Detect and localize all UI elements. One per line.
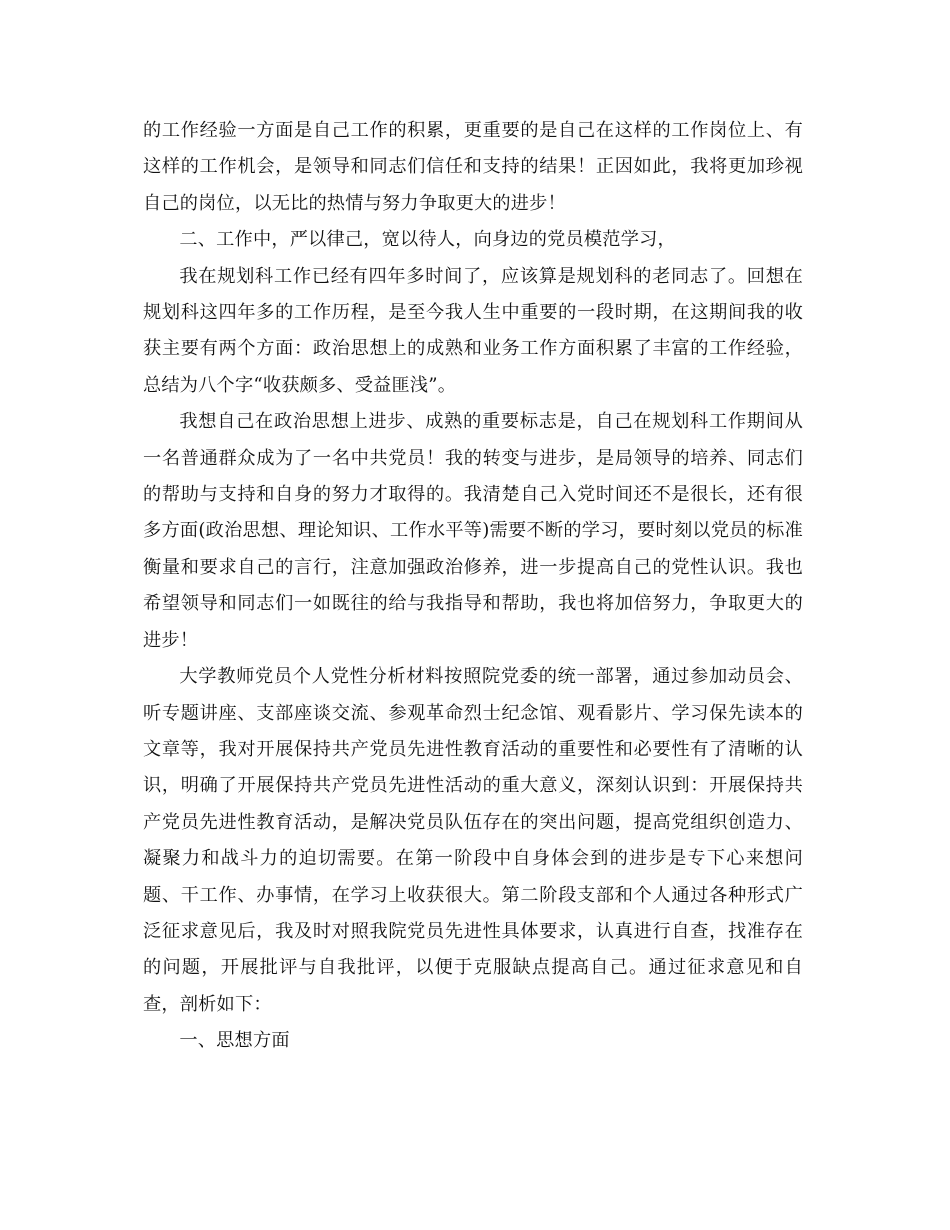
document-body <box>143 113 803 1060</box>
paragraph-party-analysis: 大学教师党员个人党性分析材料按照院党委的统一部署，通过参加动员会、听专题讲座、支部座谈交流、参观革命烈士纪念馆、观看影片、学习保先读本的文章等，我对开展保持共产党员先进性教育活动的重要性和必要性有了清晰的认识，明确了开展保持共产党员先进性活动的重大意义，深刻认识到：开展保持共产党员先进性教育活动，是解决党员队伍存在的突出问题，提高党组织创造力、凝聚力和战斗力的迫切需要。在第一阶段中自身体会到的进步是专下心来想问题、干工作、办事情，在学习上收获很大。第二阶段支部和个人通过各种形式广泛征求意见后，我及时对照我院党员先进性具体要求，认真进行自查，找准存在的问题，开展批评与自我批评，以便于克服缺点提高自己。通过征求意见和自查，剖析如下： <box>143 666 803 1015</box>
paragraph-continuation: 的工作经验一方面是自己工作的积累，更重要的是自己在这样的工作岗位上、有这样的工作机会，是领导和同志们信任和支持的结果！正因如此，我将更加珍视自己的岗位，以无比的热情与努力争取更大的进步！ <box>143 120 803 214</box>
paragraph-political-progress: 我想自己在政治思想上进步、成熟的重要标志是，自己在规划科工作期间从一名普通群众成为了一名中共党员！我的转变与进步，是局领导的培养、同志们的帮助与支持和自身的努力才取得的。我清楚自己入党时间还不是很长，还有很多方面(政治思想、理论知识、工作水平等)需要不断的学习，要时刻以党员的标准衡量和要求自己的言行，注意加强政治修养，进一步提高自己的党性认识。我也希望领导和同志们一如既往的给与我指导和帮助，我也将加倍努力，争取更大的进步！ <box>143 411 803 651</box>
section-heading-one: 一、思想方面 <box>179 1030 290 1052</box>
paragraph-planning-experience: 我在规划科工作已经有四年多时间了，应该算是规划科的老同志了。回想在规划科这四年多的工作历程，是至今我人生中重要的一段时期，在这期间我的收获主要有两个方面：政治思想上的成熟和业务工作方面积累了丰富的工作经验，总结为八个字“收获颇多、受益匪浅”。 <box>143 265 803 396</box>
section-heading-two: 二、工作中，严以律己，宽以待人，向身边的党员模范学习， <box>179 229 676 251</box>
